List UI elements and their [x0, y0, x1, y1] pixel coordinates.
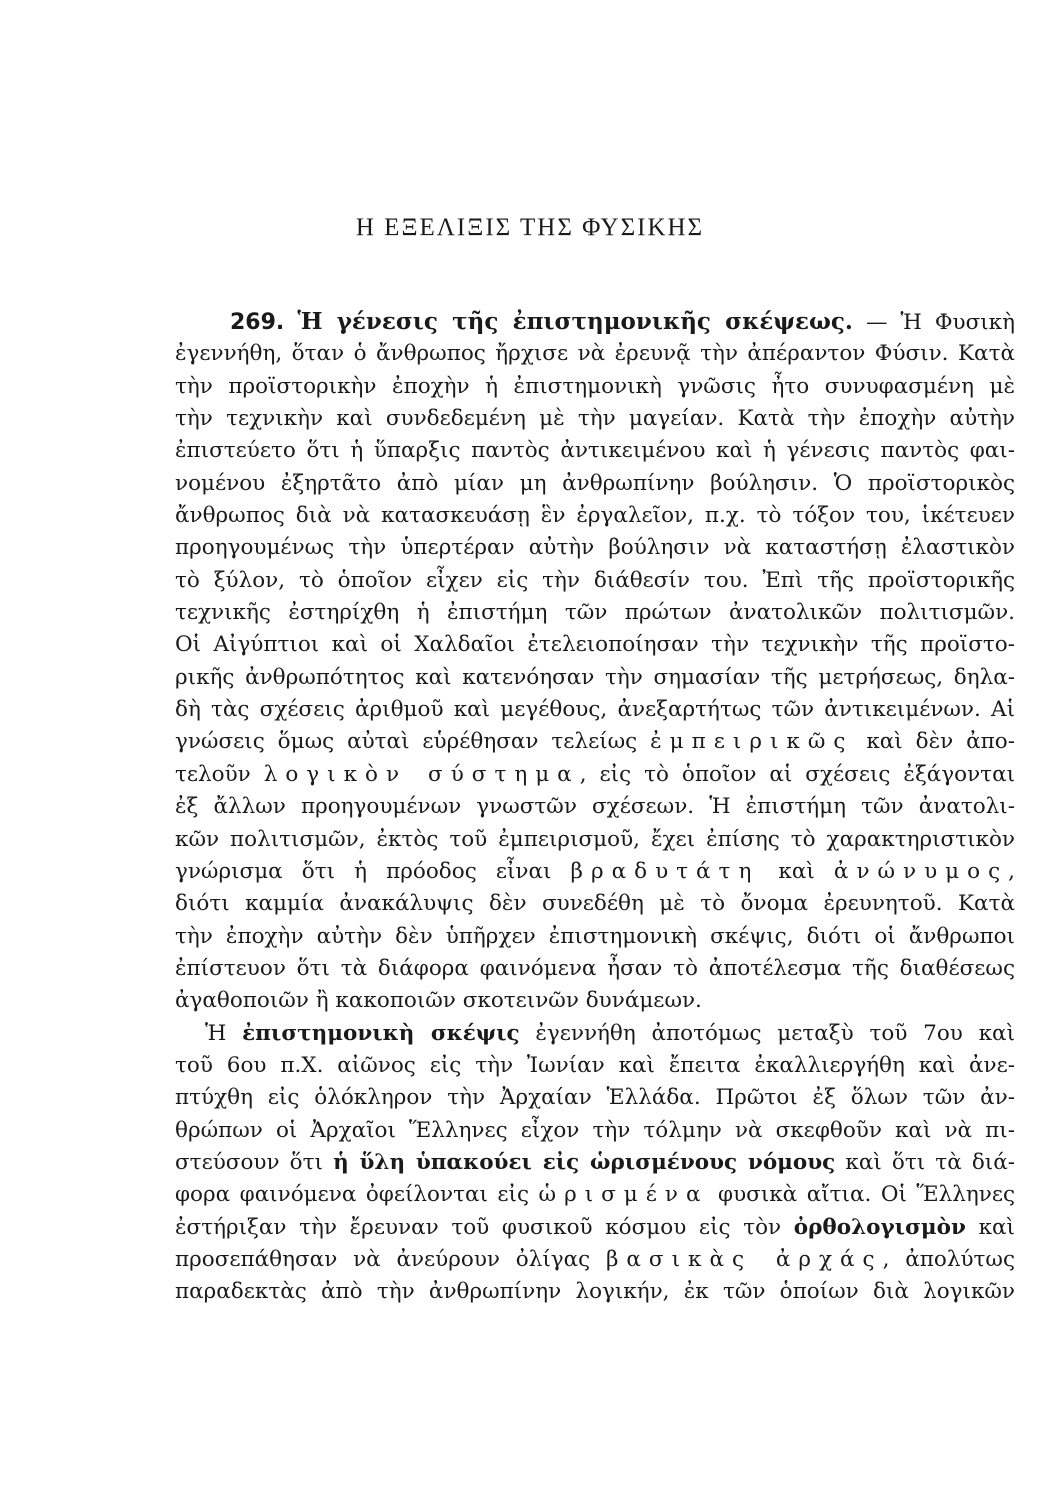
text-segment: καὶ	[965, 1214, 1015, 1240]
text-line: πτύχθη εἰς ὁλόκληρον τὴν Ἀρχαίαν Ἑλλάδα. Πρῶτοι ἐξ ὅλων τῶν ἀν-	[175, 1085, 1015, 1111]
text-line: Οἱ Αἰγύπτιοι καὶ οἱ Χαλδαῖοι ἐτελειοποίησαν τὴν τεχνικὴν τῆς προϊστο-	[175, 632, 1015, 658]
text-line	[175, 1212, 1015, 1244]
bold-emphasis: ἡ ὕλη ὑπακούει εἰς ὡρισμένους νόμους	[333, 1149, 836, 1175]
text-line	[175, 1244, 1015, 1276]
bold-emphasis: ἐπιστημονικὴ σκέψις	[242, 1020, 520, 1046]
text-segment: φυσικὰ αἴτια. Οἱ Ἕλληνες	[708, 1182, 1015, 1208]
text-segment: στεύσουν ὅτι	[175, 1149, 334, 1175]
spaced-emphasis: λογικὸν σύστημα	[263, 761, 580, 787]
text-line: παραδεκτὰς ἀπὸ τὴν ἀνθρωπίνην λογικήν, ἐκ τῶν ὁποίων διὰ λογικῶν	[175, 1279, 1015, 1305]
text-line	[175, 726, 1015, 758]
text-line: τεχνικῆς ἐστηρίχθη ἡ ἐπιστήμη τῶν πρώτων ἀνατολικῶν πολιτισμῶν.	[175, 600, 1015, 626]
text-segment: , ἀπολύτως	[882, 1246, 1015, 1272]
text-line: ἐπίστευον ὅτι τὰ διάφορα φαινόμενα ἦσαν τὸ ἀποτέλεσμα τῆς διαθέσεως	[175, 955, 1015, 981]
text-line: θρώπων οἱ Ἀρχαῖοι Ἕλληνες εἶχον τὴν τόλμην νὰ σκεφθοῦν καὶ νὰ πι-	[175, 1117, 1015, 1143]
text-line	[175, 856, 1015, 888]
text-segment: Ἡ	[205, 1020, 243, 1046]
section-number: 269.	[230, 310, 285, 335]
text-line: ἄνθρωπος διὰ νὰ κατασκευάσῃ ἓν ἐργαλεῖον, π.χ. τὸ τόξον του, ἱκέτευεν	[175, 503, 1015, 529]
text-line: τοῦ 6ου π.Χ. αἰῶνος εἰς τὴν Ἰωνίαν καὶ ἔπειτα ἐκαλλιεργήθη καὶ ἀνε-	[175, 1052, 1015, 1078]
text-line	[175, 1179, 1015, 1211]
text-line: νομένου ἐξηρτᾶτο ἀπὸ μίαν μη ἀνθρωπίνην βούλησιν. Ὁ προϊστορικὸς	[175, 470, 1015, 496]
text-line: κῶν πολιτισμῶν, ἐκτὸς τοῦ ἐμπειρισμοῦ, ἔχει ἐπίσης τὸ χαρακτηριστικὸν	[175, 826, 1015, 852]
text-line: τὸ ξύλον, τὸ ὁποῖον εἶχεν εἰς τὴν διάθεσίν του. Ἐπὶ τῆς προϊστορικῆς	[175, 567, 1015, 593]
text-segment: τελοῦν	[175, 761, 264, 787]
spaced-emphasis: βασικὰς ἀρχάς	[605, 1246, 883, 1272]
spaced-emphasis: ὡρισμένα	[538, 1182, 709, 1208]
text-segment: ἐστήριξαν τὴν ἔρευναν τοῦ φυσικοῦ κόσμου εἰς τὸν	[175, 1214, 794, 1240]
text-line-1: — Ἡ Φυσικὴ	[865, 310, 1015, 335]
text-line: διότι καμμία ἀνακάλυψις δὲν συνεδέθη μὲ τὸ ὄνομα ἐρευνητοῦ. Κατὰ	[175, 891, 1015, 917]
text-line: προηγουμένως τὴν ὑπερτέραν αὐτὴν βούλησιν νὰ καταστήσῃ ἐλαστικὸν	[175, 535, 1015, 561]
text-segment: ,	[1008, 858, 1015, 884]
text-segment: , εἰς τὸ ὁποῖον αἱ σχέσεις ἐξάγονται	[579, 761, 1016, 787]
running-title: Η ΕΞΕΛΙΞΙΣ ΤΗΣ ΦΥΣΙΚΗΣ	[355, 214, 705, 241]
section-title: Ἡ γένεσις τῆς ἐπιστημονικῆς σκέψεως.	[297, 308, 853, 335]
text-segment: καὶ δὲν ἀπο-	[853, 729, 1015, 755]
text-line: ρικῆς ἀνθρωπότητος καὶ κατενόησαν τὴν σημασίαν τῆς μετρήσεως, δηλα-	[175, 664, 1015, 690]
body-text	[175, 306, 1015, 1309]
text-segment: καὶ ὅτι τὰ διά-	[835, 1149, 1015, 1175]
text-line: δὴ τὰς σχέσεις ἀριθμοῦ καὶ μεγέθους, ἀνεξαρτήτως τῶν ἀντικειμένων. Αἱ	[175, 697, 1015, 723]
text-segment: προσεπάθησαν νὰ ἀνεύρουν ὀλίγας	[175, 1246, 606, 1272]
text-line: τὴν τεχνικὴν καὶ συνδεδεμένη μὲ τὴν μαγείαν. Κατὰ τὴν ἐποχὴν αὐτὴν	[175, 406, 1015, 432]
text-line: ἐπιστεύετο ὅτι ἡ ὕπαρξις παντὸς ἀντικειμένου καὶ ἡ γένεσις παντὸς φαι-	[175, 438, 1015, 464]
text-segment: ἐγεννήθη ἀποτόμως μεταξὺ τοῦ 7ου καὶ	[519, 1020, 1016, 1046]
text-line: ἐξ ἄλλων προηγουμένων γνωστῶν σχέσεων. Ἡ ἐπιστήμη τῶν ἀνατολι-	[175, 794, 1015, 820]
text-line: ἀγαθοποιῶν ἢ κακοποιῶν σκοτεινῶν δυνάμεων.	[175, 988, 702, 1014]
text-segment: φορα φαινόμενα ὀφείλονται εἰς	[175, 1182, 539, 1208]
text-segment: γνώρισμα ὅτι ἡ πρόοδος εἶναι	[175, 858, 571, 884]
text-line: τὴν ἐποχὴν αὐτὴν δὲν ὑπῆρχεν ἐπιστημονικὴ σκέψις, διότι οἱ ἄνθρωποι	[175, 923, 1015, 949]
text-line	[175, 1147, 1015, 1179]
spaced-emphasis: ἐμπειρικῶς	[650, 729, 854, 755]
bold-emphasis: ὀρθολογισμὸν	[793, 1214, 966, 1240]
text-segment: καὶ	[759, 858, 834, 884]
spaced-emphasis: ἀνώνυμος	[833, 858, 1009, 884]
spaced-emphasis: βραδυτάτη	[570, 858, 760, 884]
text-line-section-heading	[175, 306, 1015, 338]
text-segment: γνώσεις ὅμως αὐταὶ εὑρέθησαν τελείως	[175, 729, 651, 755]
text-line: ἐγεννήθη, ὅταν ὁ ἄνθρωπος ἤρχισε νὰ ἐρευνᾷ τὴν ἀπέραντον Φύσιν. Κατὰ	[175, 341, 1015, 367]
text-line: τὴν προϊστορικὴν ἐποχὴν ἡ ἐπιστημονικὴ γνῶσις ἦτο συνυφασμένη μὲ	[175, 373, 1015, 399]
text-line	[175, 759, 1015, 791]
text-line	[175, 1018, 1015, 1050]
